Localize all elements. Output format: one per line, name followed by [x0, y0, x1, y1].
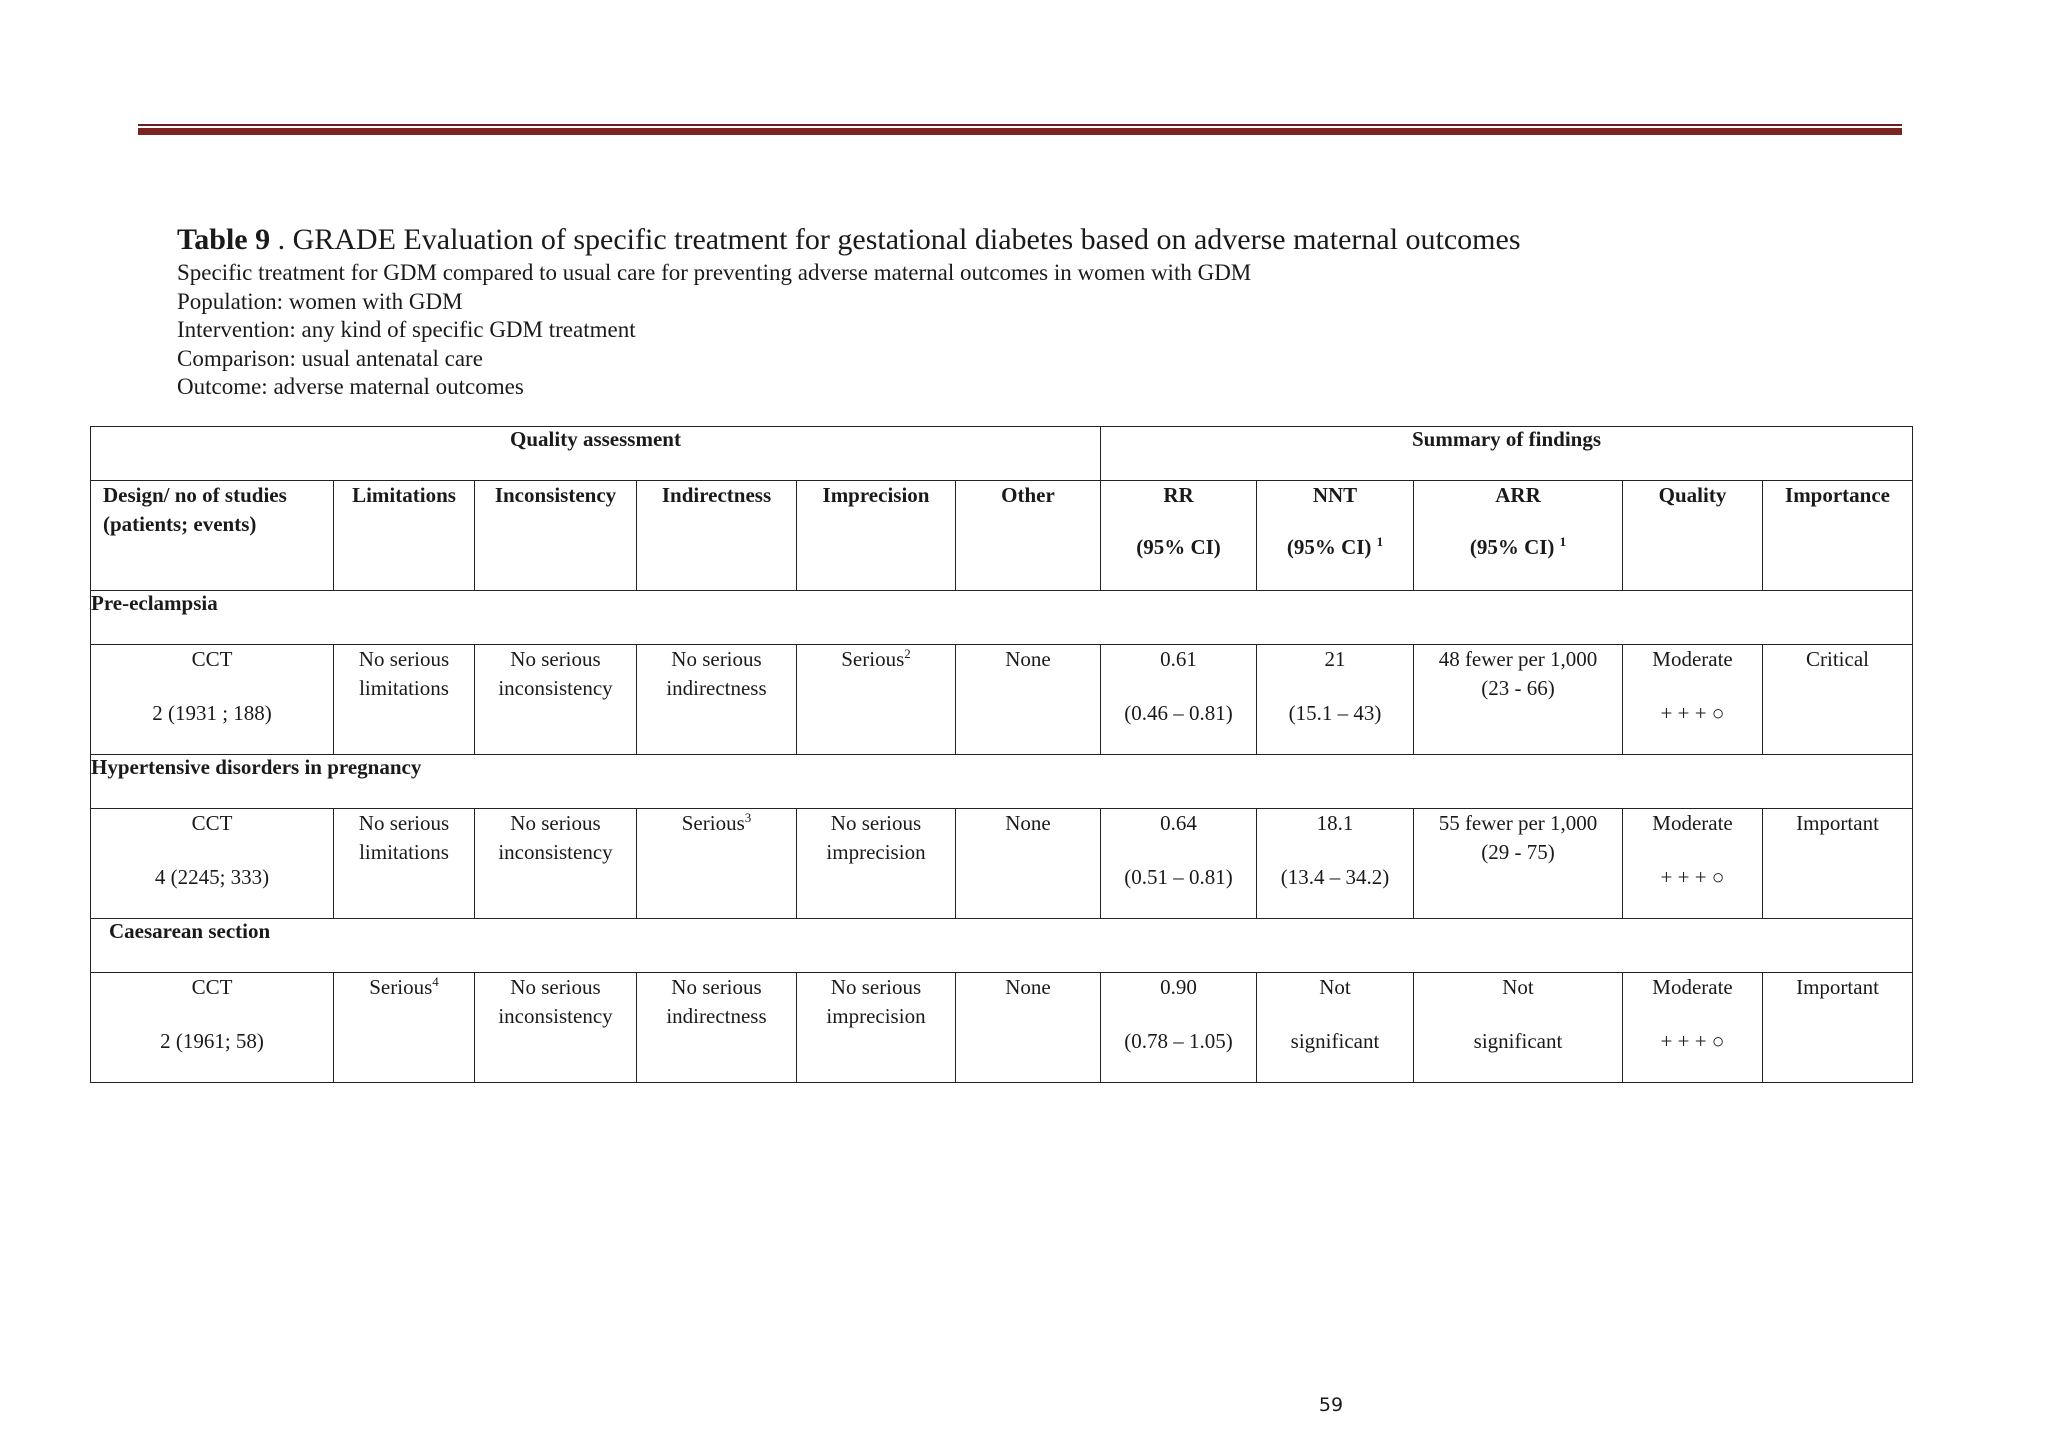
- col-other: Other: [956, 481, 1101, 591]
- col-arr-ci-wrap: [1414, 533, 1622, 562]
- col-design-line2: (patients; events): [103, 512, 257, 536]
- nnt-ci: (13.4 – 34.2): [1280, 865, 1390, 889]
- grade-table: [90, 426, 1913, 1083]
- caption-intervention: Intervention: any kind of specific GDM treatment: [177, 317, 636, 342]
- indirectness-footnote: 3: [744, 810, 752, 825]
- caption-outcome: Outcome: adverse maternal outcomes: [177, 374, 524, 399]
- arr-ci: significant: [1473, 1029, 1563, 1053]
- cell-arr: [1414, 809, 1623, 919]
- design-type: CCT: [191, 811, 233, 835]
- column-header-row: [91, 481, 1913, 591]
- cell-importance: Important: [1763, 973, 1913, 1083]
- cell-rr: [1101, 973, 1257, 1083]
- section-row-hypertensive: [91, 755, 1913, 809]
- cell-design: [91, 645, 334, 755]
- col-imprecision: Imprecision: [797, 481, 956, 591]
- nnt-value: 18.1: [1316, 811, 1354, 835]
- rr-ci: (0.46 – 0.81): [1124, 701, 1233, 725]
- rr-value: 0.90: [1160, 975, 1197, 999]
- col-importance: Importance: [1763, 481, 1913, 591]
- col-design: [91, 481, 334, 591]
- cell-rr: [1101, 809, 1257, 919]
- nnt-ci: significant: [1290, 1029, 1380, 1053]
- design-counts: 4 (2245; 333): [154, 865, 270, 889]
- cell-other: None: [956, 973, 1101, 1083]
- design-counts: 2 (1931 ; 188): [152, 701, 272, 725]
- quality-symbols: + + + ○: [1660, 701, 1725, 725]
- limitations-line1: Serious: [369, 975, 433, 999]
- col-nnt-ci-wrap: [1257, 533, 1413, 562]
- col-rr-ci: (95% CI): [1136, 535, 1221, 559]
- cell-imprecision: [797, 809, 956, 919]
- inconsistency-line1: No serious: [510, 647, 601, 671]
- cell-imprecision: [797, 645, 956, 755]
- cell-arr: [1414, 645, 1623, 755]
- nnt-ci: (15.1 – 43): [1288, 701, 1382, 725]
- cell-quality: [1623, 809, 1763, 919]
- caption-population: Population: women with GDM: [177, 288, 463, 314]
- quality-assessment-header: Quality assessment: [91, 427, 1101, 481]
- cell-nnt: [1257, 809, 1414, 919]
- imprecision-line1: Serious: [841, 647, 905, 671]
- arr-value: Not: [1502, 975, 1534, 999]
- limitations-footnote: 4: [432, 974, 439, 989]
- nnt-value: Not: [1319, 975, 1351, 999]
- inconsistency-line2: inconsistency: [498, 840, 613, 864]
- col-nnt-footnote: 1: [1376, 534, 1384, 549]
- limitations-line1: No serious: [358, 647, 450, 671]
- rr-value: 0.61: [1160, 647, 1197, 671]
- cell-importance: Important: [1763, 809, 1913, 919]
- section-row-pre-eclampsia: [91, 591, 1913, 645]
- inconsistency-line2: inconsistency: [498, 1004, 613, 1028]
- quality-label: Moderate: [1652, 647, 1733, 671]
- design-type: CCT: [191, 975, 233, 999]
- section-title: Hypertensive disorders in pregnancy: [91, 755, 1913, 809]
- col-arr-footnote: 1: [1559, 534, 1567, 549]
- caption-comparison: Comparison: usual antenatal care: [177, 345, 483, 371]
- inconsistency-line1: No serious: [510, 975, 601, 999]
- table-row: [91, 973, 1913, 1083]
- header-rule-thin: [138, 124, 1902, 126]
- col-quality: Quality: [1623, 481, 1763, 591]
- imprecision-line2: imprecision: [826, 840, 926, 864]
- cell-quality: [1623, 645, 1763, 755]
- rr-ci: (0.51 – 0.81): [1124, 865, 1233, 889]
- quality-symbols: + + + ○: [1660, 865, 1725, 889]
- design-counts: 2 (1961; 58): [160, 1029, 264, 1053]
- quality-label: Moderate: [1652, 811, 1733, 835]
- cell-rr: [1101, 645, 1257, 755]
- indirectness-line2: indirectness: [666, 676, 767, 700]
- imprecision-line1: No serious: [830, 975, 922, 999]
- indirectness-line1: No serious: [671, 647, 762, 671]
- caption-title-text: . GRADE Evaluation of specific treatment for gestational diabetes based on adverse maternal outcomes: [270, 223, 1521, 256]
- cell-inconsistency: [475, 973, 637, 1083]
- indirectness-line2: indirectness: [666, 1004, 767, 1028]
- col-arr: [1414, 481, 1623, 591]
- arr-value: 55 fewer per 1,000: [1438, 811, 1598, 835]
- cell-limitations: [334, 973, 475, 1083]
- summary-of-findings-header: Summary of findings: [1101, 427, 1913, 481]
- table-row: [91, 645, 1913, 755]
- table-caption: [177, 221, 1877, 402]
- page-number: 59: [1318, 1394, 1344, 1416]
- inconsistency-line1: No serious: [510, 811, 601, 835]
- cell-limitations: [334, 645, 475, 755]
- cell-other: None: [956, 809, 1101, 919]
- col-nnt: [1257, 481, 1414, 591]
- cell-limitations: [334, 809, 475, 919]
- indirectness-line1: No serious: [671, 975, 762, 999]
- cell-design: [91, 809, 334, 919]
- header-rule-thick: [138, 128, 1902, 135]
- rr-ci: (0.78 – 1.05): [1124, 1029, 1233, 1053]
- col-nnt-label: NNT: [1312, 483, 1358, 507]
- cell-quality: [1623, 973, 1763, 1083]
- cell-importance: Critical: [1763, 645, 1913, 755]
- cell-indirectness: [637, 809, 797, 919]
- caption-title: [177, 221, 1877, 259]
- arr-value: 48 fewer per 1,000: [1438, 647, 1598, 671]
- inconsistency-line2: inconsistency: [498, 676, 613, 700]
- col-limitations: Limitations: [334, 481, 475, 591]
- cell-nnt: [1257, 645, 1414, 755]
- col-inconsistency: Inconsistency: [475, 481, 637, 591]
- cell-arr: [1414, 973, 1623, 1083]
- limitations-line2: limitations: [359, 840, 449, 864]
- cell-inconsistency: [475, 645, 637, 755]
- col-indirectness: Indirectness: [637, 481, 797, 591]
- col-arr-label: ARR: [1495, 483, 1541, 507]
- design-type: CCT: [191, 647, 233, 671]
- col-rr-label: RR: [1163, 483, 1194, 507]
- col-rr: [1101, 481, 1257, 591]
- cell-inconsistency: [475, 809, 637, 919]
- imprecision-footnote: 2: [904, 646, 911, 661]
- arr-ci: (23 - 66): [1481, 676, 1555, 700]
- cell-other: None: [956, 645, 1101, 755]
- imprecision-line1: No serious: [830, 811, 922, 835]
- cell-design: [91, 973, 334, 1083]
- cell-imprecision: [797, 973, 956, 1083]
- table-number: Table 9: [177, 223, 271, 256]
- quality-symbols: + + + ○: [1660, 1029, 1725, 1053]
- imprecision-line2: imprecision: [826, 1004, 926, 1028]
- section-row-caesarean: [91, 919, 1913, 973]
- table-row: [91, 809, 1913, 919]
- limitations-line1: No serious: [358, 811, 450, 835]
- col-design-line1: Design/ no of studies: [103, 483, 287, 507]
- caption-line: Specific treatment for GDM compared to usual care for preventing adverse maternal outcomes in women with GDM: [177, 260, 1252, 285]
- col-arr-ci: (95% CI): [1469, 535, 1555, 559]
- indirectness-line1: Serious: [681, 811, 745, 835]
- col-nnt-ci: (95% CI): [1286, 535, 1372, 559]
- rr-value: 0.64: [1160, 811, 1197, 835]
- quality-label: Moderate: [1652, 975, 1733, 999]
- cell-nnt: [1257, 973, 1414, 1083]
- section-title: Caesarean section: [91, 919, 1913, 973]
- section-title: Pre-eclampsia: [91, 591, 1913, 645]
- cell-indirectness: [637, 973, 797, 1083]
- cell-indirectness: [637, 645, 797, 755]
- nnt-value: 21: [1324, 647, 1346, 671]
- group-header-row: [91, 427, 1913, 481]
- limitations-line2: limitations: [359, 676, 449, 700]
- arr-ci: (29 - 75): [1481, 840, 1555, 864]
